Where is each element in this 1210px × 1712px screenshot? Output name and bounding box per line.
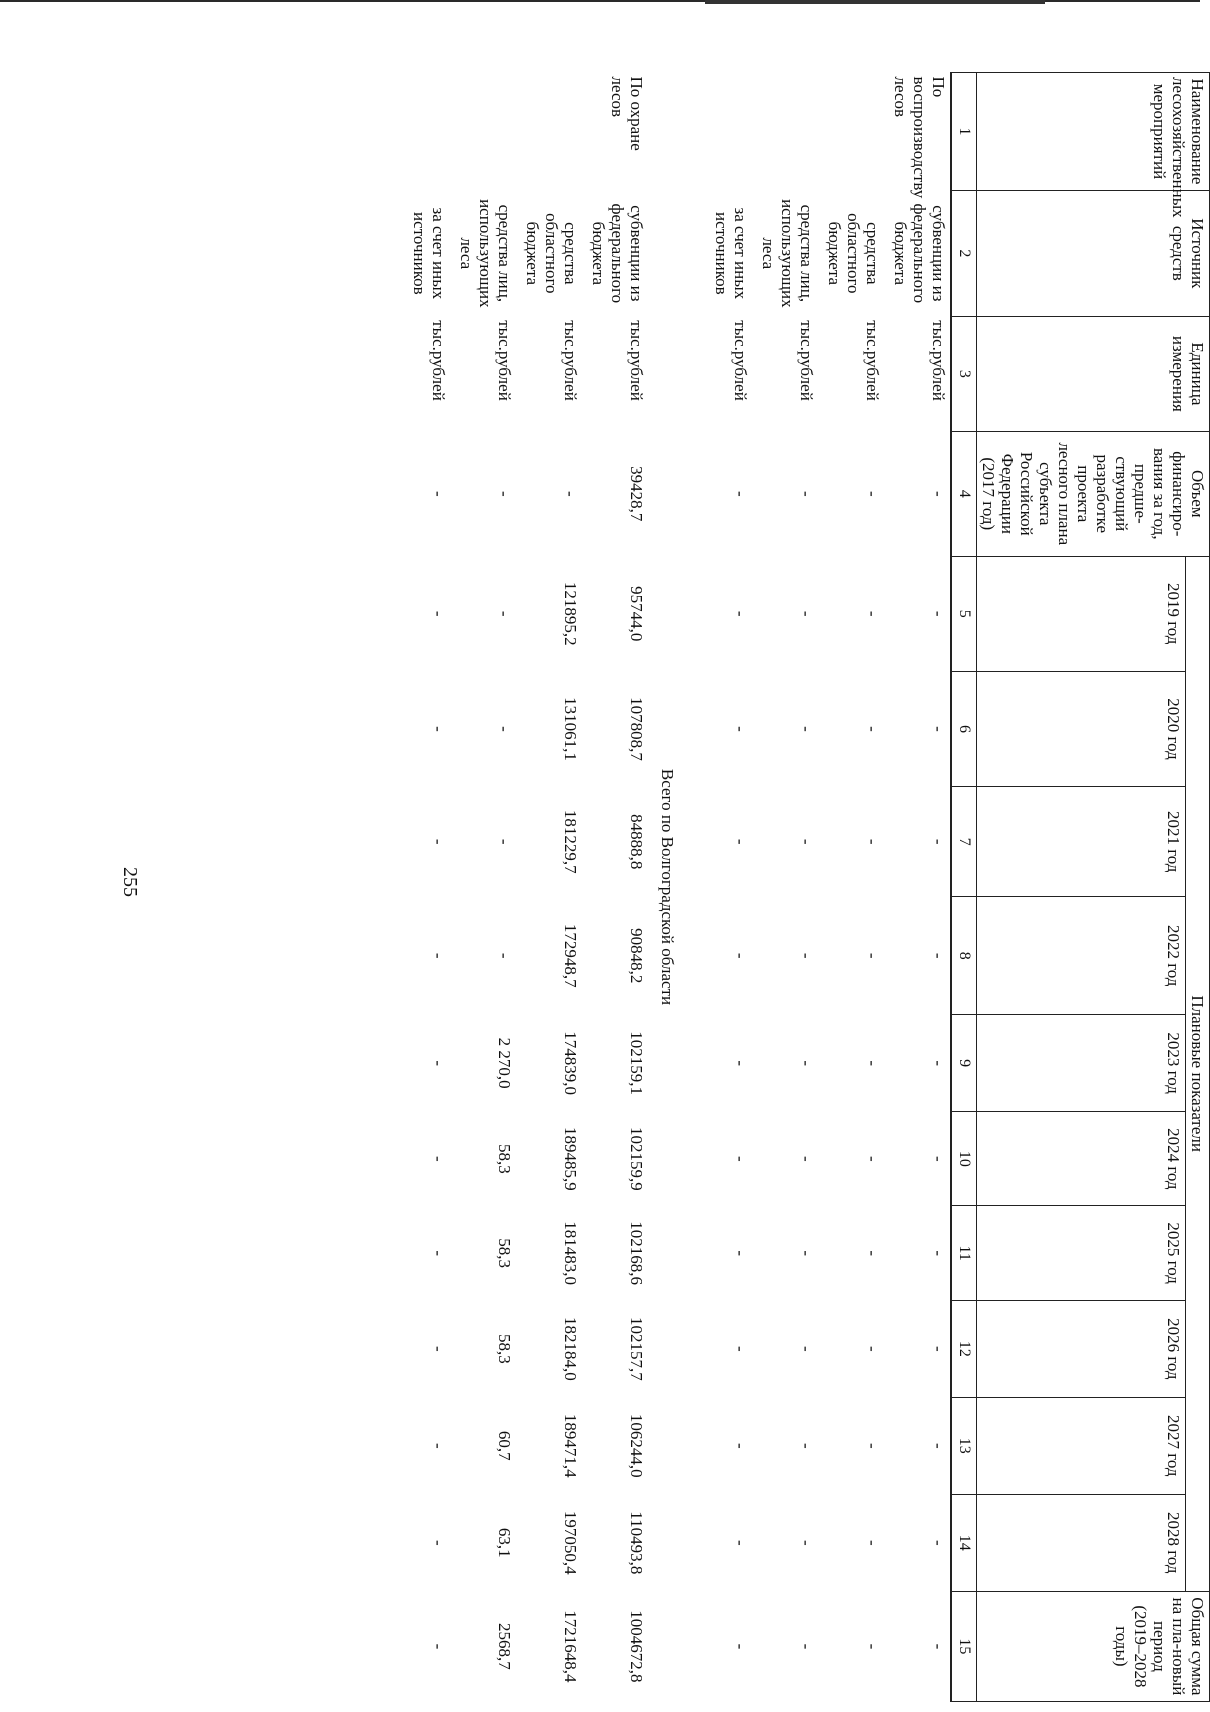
value-cell: 197050,4: [561, 1510, 580, 1575]
value-cell: 90848,2: [627, 928, 646, 984]
page-number: 255: [119, 867, 141, 897]
header-source: Источник средств: [977, 190, 1210, 316]
header-year: 2019 год: [977, 556, 1186, 671]
value-cell: -: [731, 1060, 750, 1066]
value-cell: 106244,0: [627, 1413, 646, 1478]
activity-cell: [752, 73, 818, 191]
value-cell: -: [863, 1155, 882, 1162]
value-cell: -: [429, 1155, 448, 1162]
value-cell: -: [929, 610, 948, 617]
value-cell: -: [731, 490, 750, 497]
header-year: 2021 год: [977, 787, 1186, 897]
header-year: 2020 год: [977, 671, 1186, 786]
financing-table: [384, 72, 1210, 1702]
value-cell: 174839,0: [561, 1031, 580, 1096]
value-cell: -: [863, 610, 882, 617]
value-cell: -: [797, 1539, 816, 1546]
value-cell: -: [495, 838, 514, 845]
column-number: 11: [951, 1206, 977, 1300]
table-row: [582, 73, 648, 1702]
activity-cell: По охране лесов: [608, 76, 646, 151]
value-cell: 2 270,0: [495, 1037, 514, 1089]
value-cell: 58,3: [495, 1333, 514, 1364]
value-cell: 2568,7: [495, 1623, 514, 1670]
value-cell: 39428,7: [627, 466, 646, 522]
value-cell: -: [429, 1250, 448, 1256]
value-cell: -: [495, 610, 514, 617]
table-row: [884, 73, 951, 1702]
value-cell: -: [929, 1345, 948, 1352]
value-cell: -: [429, 1060, 448, 1066]
column-number: 9: [951, 1015, 977, 1112]
column-number: 5: [951, 556, 977, 671]
value-cell: -: [495, 726, 514, 732]
value-cell: 110493,8: [627, 1511, 646, 1575]
value-cell: 181229,7: [561, 809, 580, 874]
value-cell: -: [929, 726, 948, 732]
source-cell: средства лиц, использующих леса: [457, 199, 514, 308]
value-cell: -: [429, 610, 448, 617]
value-cell: -: [495, 952, 514, 959]
source-cell: за счет иных источников: [712, 207, 750, 300]
value-cell: 189471,4: [561, 1413, 580, 1478]
value-cell: 95744,0: [627, 586, 646, 642]
value-cell: -: [731, 838, 750, 845]
value-cell: 181483,0: [561, 1221, 580, 1286]
activity-cell: [516, 73, 582, 191]
source-cell: субвенции из федерального бюджета: [589, 203, 646, 304]
column-number: 2: [951, 190, 977, 316]
source-cell: за счет иных источников: [410, 207, 448, 300]
value-cell: -: [797, 838, 816, 845]
value-cell: -: [863, 838, 882, 845]
value-cell: -: [429, 726, 448, 732]
value-cell: -: [863, 1539, 882, 1546]
column-number: 10: [951, 1112, 977, 1206]
source-cell: средства областного бюджета: [825, 213, 882, 294]
scan-edge-mark: [705, 0, 1045, 4]
column-number-row: [951, 73, 977, 1702]
value-cell: -: [731, 952, 750, 959]
value-cell: -: [429, 1345, 448, 1352]
value-cell: -: [797, 1345, 816, 1352]
header-unit: Единица измерения: [977, 316, 1210, 431]
unit-cell: тыс.рублей: [863, 320, 882, 401]
value-cell: -: [863, 1442, 882, 1449]
header-year: 2023 год: [977, 1015, 1186, 1112]
value-cell: 121895,2: [561, 581, 580, 646]
header-year: 2024 год: [977, 1112, 1186, 1206]
value-cell: -: [731, 1345, 750, 1352]
value-cell: 63,1: [495, 1527, 514, 1558]
unit-cell: тыс.рублей: [429, 320, 448, 401]
value-cell: -: [797, 1060, 816, 1066]
column-number: 8: [951, 897, 977, 1015]
value-cell: 1004672,8: [627, 1610, 646, 1683]
activity-cell: [818, 73, 884, 191]
value-cell: -: [429, 952, 448, 959]
value-cell: 58,3: [495, 1238, 514, 1269]
table-row: [384, 73, 450, 1702]
unit-cell: тыс.рублей: [561, 320, 580, 401]
value-cell: 58,3: [495, 1143, 514, 1174]
source-cell: средства лиц, использующих леса: [759, 199, 816, 308]
column-number: 14: [951, 1494, 977, 1591]
value-cell: 107808,7: [627, 697, 646, 761]
value-cell: -: [929, 1155, 948, 1162]
value-cell: -: [929, 1250, 948, 1256]
column-number: 13: [951, 1397, 977, 1494]
value-cell: -: [929, 1060, 948, 1066]
header-base-year: Объем финансиро-вания за год, предше-ствующий разработке проекта лесного плана субъекта Российской Федерации (2017 год): [977, 432, 1210, 556]
value-cell: -: [863, 726, 882, 732]
value-cell: -: [797, 1643, 816, 1650]
value-cell: -: [429, 1442, 448, 1449]
value-cell: -: [929, 952, 948, 959]
unit-cell: тыс.рублей: [495, 320, 514, 401]
unit-cell: тыс.рублей: [627, 320, 646, 401]
table-row: [752, 73, 818, 1702]
column-number: 3: [951, 316, 977, 431]
value-cell: -: [731, 1539, 750, 1546]
value-cell: 102157,7: [627, 1316, 646, 1381]
value-cell: -: [731, 1250, 750, 1256]
value-cell: -: [731, 610, 750, 617]
value-cell: -: [731, 726, 750, 732]
value-cell: -: [429, 490, 448, 497]
value-cell: -: [797, 1155, 816, 1162]
rotated-sheet: [80, 72, 1210, 1712]
section-title: Всего по Волгоградской области: [658, 768, 677, 1006]
table-row: [818, 73, 884, 1702]
activity-cell: По воспроизводству лесов: [891, 76, 948, 199]
value-cell: -: [731, 1155, 750, 1162]
value-cell: 102159,1: [627, 1031, 646, 1096]
table-row: [686, 73, 752, 1702]
header-activity: Наименование лесохозяйственных мероприятий: [977, 73, 1210, 191]
value-cell: -: [731, 1643, 750, 1650]
table-row: [516, 73, 582, 1702]
value-cell: -: [797, 1442, 816, 1449]
value-cell: 84888,8: [627, 814, 646, 870]
value-cell: -: [797, 952, 816, 959]
source-cell: средства областного бюджета: [523, 213, 580, 294]
header-year: 2028 год: [977, 1494, 1186, 1591]
value-cell: -: [863, 490, 882, 497]
value-cell: 102168,6: [627, 1221, 646, 1286]
value-cell: 131061,1: [561, 697, 580, 761]
value-cell: -: [929, 1643, 948, 1650]
unit-cell: тыс.рублей: [929, 320, 948, 401]
value-cell: -: [929, 1539, 948, 1546]
value-cell: -: [929, 838, 948, 845]
header-year: 2022 год: [977, 897, 1186, 1015]
value-cell: -: [863, 952, 882, 959]
value-cell: -: [561, 490, 580, 497]
value-cell: -: [863, 1345, 882, 1352]
value-cell: -: [929, 1442, 948, 1449]
value-cell: -: [797, 490, 816, 497]
value-cell: -: [929, 490, 948, 497]
unit-cell: тыс.рублей: [797, 320, 816, 401]
header-year: 2026 год: [977, 1300, 1186, 1397]
value-cell: -: [429, 1643, 448, 1650]
value-cell: -: [863, 1643, 882, 1650]
table-row: [450, 73, 516, 1702]
value-cell: -: [797, 610, 816, 617]
header-planned-group: Плановые показатели: [1186, 556, 1210, 1591]
unit-cell: тыс.рублей: [731, 320, 750, 401]
value-cell: 1721648,4: [561, 1610, 580, 1683]
value-cell: -: [429, 838, 448, 845]
activity-cell: [450, 73, 516, 191]
column-number: 7: [951, 787, 977, 897]
column-number: 15: [951, 1591, 977, 1701]
column-number: 6: [951, 671, 977, 786]
value-cell: 172948,7: [561, 923, 580, 988]
column-number: 1: [951, 73, 977, 191]
value-cell: -: [863, 1250, 882, 1256]
activity-cell: [686, 73, 752, 191]
value-cell: 189485,9: [561, 1126, 580, 1191]
value-cell: -: [429, 1539, 448, 1546]
section-row: [648, 73, 686, 1702]
value-cell: 182184,0: [561, 1316, 580, 1381]
header-year: 2025 год: [977, 1206, 1186, 1300]
value-cell: -: [731, 1442, 750, 1449]
value-cell: -: [797, 1250, 816, 1256]
value-cell: -: [797, 726, 816, 732]
source-cell: субвенции из федерального бюджета: [891, 203, 948, 304]
column-number: 4: [951, 432, 977, 556]
header-year: 2027 год: [977, 1397, 1186, 1494]
value-cell: 60,7: [495, 1430, 514, 1461]
value-cell: -: [495, 490, 514, 497]
value-cell: 102159,9: [627, 1126, 646, 1191]
activity-cell: [384, 73, 450, 191]
header-total: Общая сумма на пла-новый период (2019–2028 годы): [977, 1591, 1210, 1701]
column-number: 12: [951, 1300, 977, 1397]
value-cell: -: [863, 1060, 882, 1066]
